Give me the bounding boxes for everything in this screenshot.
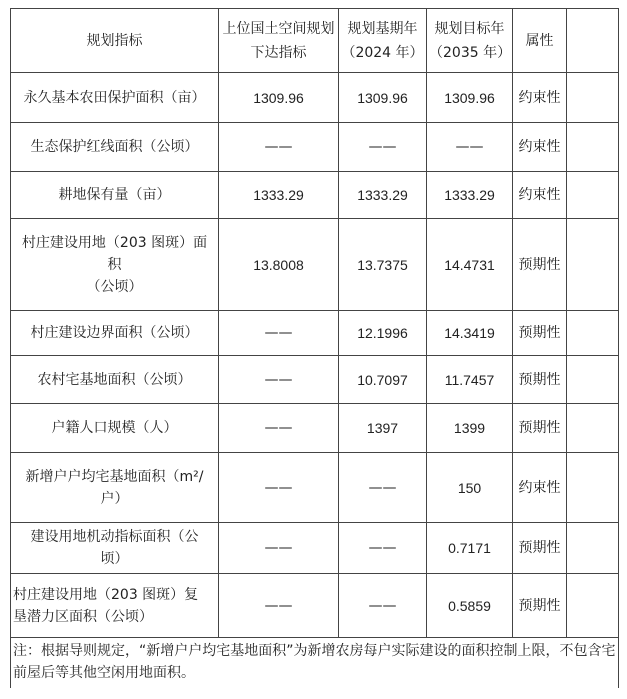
table-row (11, 219, 619, 311)
row-superior: —— (219, 523, 339, 574)
row-name: 永久基本农田保护面积（亩） (11, 73, 219, 123)
table-row (11, 404, 619, 453)
row-target: 14.3419 (427, 311, 513, 356)
blank-cell (567, 574, 619, 638)
row-name-line: 村庄建设用地（203 图斑）复 (13, 586, 199, 603)
row-attribute: 预期性 (513, 523, 567, 574)
row-name-line: 建设用地机动指标面积（公 (30, 529, 199, 545)
row-name-line: （公顷） (86, 278, 143, 295)
row-name: 农村宅基地面积（公顷） (11, 356, 219, 404)
blank-cell (567, 453, 619, 523)
header-target-year (427, 9, 513, 73)
header-base-year (339, 9, 427, 73)
row-target: 14.4731 (427, 219, 513, 311)
blank-cell (567, 356, 619, 404)
table-row (11, 453, 619, 523)
table-row (11, 123, 619, 172)
row-base: 12.1996 (339, 311, 427, 356)
row-target: 0.5859 (427, 574, 513, 638)
row-base: 1309.96 (339, 73, 427, 123)
planning-indicators-table (10, 8, 619, 688)
note-row (11, 638, 619, 688)
row-name (11, 574, 219, 638)
header-indicator: 规划指标 (11, 9, 219, 73)
row-superior: 1333.29 (219, 172, 339, 219)
row-superior: —— (219, 123, 339, 172)
row-name-line: 村庄建设用地（203 图斑）面 (21, 234, 208, 251)
table-row (11, 73, 619, 123)
row-name-line: 顷） (100, 551, 129, 567)
header-base-year-label: 规划基期年 (347, 20, 418, 37)
row-target: 0.7171 (427, 523, 513, 574)
row-attribute: 预期性 (513, 311, 567, 356)
row-target: 11.7457 (427, 356, 513, 404)
table-row (11, 574, 619, 638)
row-target: —— (427, 123, 513, 172)
row-base: —— (339, 523, 427, 574)
blank-cell (567, 73, 619, 123)
table-row (11, 172, 619, 219)
table-row (11, 356, 619, 404)
row-base: —— (339, 453, 427, 523)
blank-cell (567, 311, 619, 356)
row-target: 150 (427, 453, 513, 523)
row-name-line: 户） (100, 490, 129, 507)
row-name-line: 新增户户均宅基地面积（m²/ (25, 468, 204, 485)
blank-cell (567, 523, 619, 574)
blank-cell (567, 123, 619, 172)
row-base: —— (339, 123, 427, 172)
header-base-year-value: （2024 年） (341, 44, 424, 61)
row-attribute: 约束性 (513, 172, 567, 219)
row-base: 1397 (339, 404, 427, 453)
row-attribute: 约束性 (513, 453, 567, 523)
blank-cell (567, 172, 619, 219)
row-base: 10.7097 (339, 356, 427, 404)
row-superior: —— (219, 356, 339, 404)
table-row (11, 311, 619, 356)
row-name (11, 523, 219, 574)
row-base: —— (339, 574, 427, 638)
row-attribute: 预期性 (513, 219, 567, 311)
row-name (11, 453, 219, 523)
header-superior: 上位国土空间规划下达指标 (219, 9, 339, 73)
row-superior: 13.8008 (219, 219, 339, 311)
row-name: 村庄建设边界面积（公顷） (11, 311, 219, 356)
header-target-year-value: （2035 年） (429, 44, 512, 61)
row-attribute: 预期性 (513, 404, 567, 453)
row-superior: —— (219, 453, 339, 523)
row-name: 耕地保有量（亩） (11, 172, 219, 219)
row-superior: —— (219, 574, 339, 638)
row-attribute: 预期性 (513, 574, 567, 638)
blank-cell (567, 404, 619, 453)
table-note: 注：根据导则规定，“新增户户均宅基地面积”为新增农房每户实际建设的面积控制上限，不包含宅前屋后等其他空闲用地面积。 (11, 638, 619, 688)
row-name: 户籍人口规模（人） (11, 404, 219, 453)
row-name-line: 积 (107, 256, 122, 273)
row-name: 生态保护红线面积（公顷） (11, 123, 219, 172)
row-attribute: 约束性 (513, 73, 567, 123)
blank-cell (567, 219, 619, 311)
row-target: 1309.96 (427, 73, 513, 123)
row-name (11, 219, 219, 311)
blank-cell (567, 9, 619, 73)
row-base: 1333.29 (339, 172, 427, 219)
header-attribute: 属性 (513, 9, 567, 73)
table-header-row (11, 9, 619, 73)
row-superior: 1309.96 (219, 73, 339, 123)
row-attribute: 约束性 (513, 123, 567, 172)
row-attribute: 预期性 (513, 356, 567, 404)
table-row (11, 523, 619, 574)
row-name-line: 垦潜力区面积（公顷） (13, 608, 153, 625)
row-base: 13.7375 (339, 219, 427, 311)
header-target-year-label: 规划目标年 (434, 20, 505, 37)
row-target: 1399 (427, 404, 513, 453)
row-superior: —— (219, 404, 339, 453)
row-superior: —— (219, 311, 339, 356)
row-target: 1333.29 (427, 172, 513, 219)
